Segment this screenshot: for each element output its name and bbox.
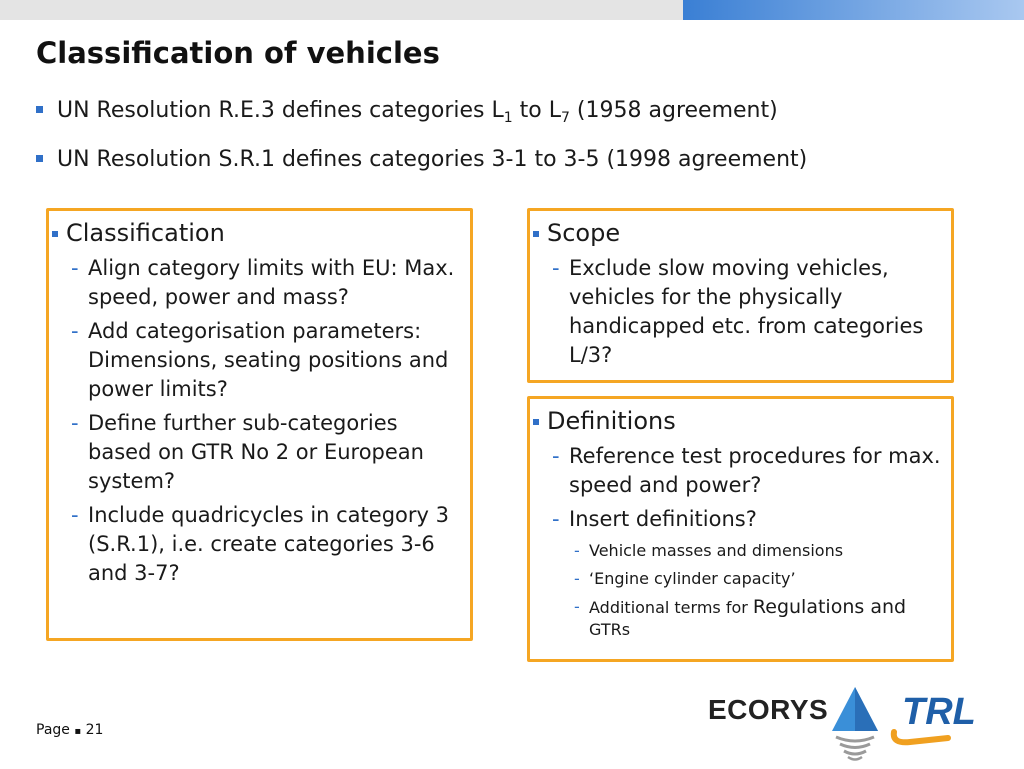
top-bar-grey — [0, 0, 683, 20]
classification-heading-text: Classification — [66, 219, 225, 247]
sub-list-item-text-large: Regulations and — [752, 596, 907, 618]
sub-list-item: - ‘Engine cylinder capacity’ — [574, 569, 796, 588]
definitions-box — [527, 396, 954, 662]
bullet-re3-text: UN Resolution R.E.3 defines categories L — [57, 98, 504, 123]
bullet-re3-mid: to L — [512, 98, 562, 123]
bullet-square-icon — [36, 155, 43, 162]
intro-bullets — [36, 96, 807, 194]
bullet-sr1 — [36, 145, 807, 175]
list-item-text: Exclude slow moving vehicles, vehicles for the physically handicapped etc. from categories L/3? — [569, 256, 924, 367]
scope-box — [527, 208, 954, 383]
bullet-re3-suffix: (1958 agreement) — [569, 98, 778, 123]
list-item: - Include quadricycles in category 3 (S.R.1), i.e. create categories 3-6 and 3-7? — [71, 503, 449, 585]
bullet-square-icon — [533, 419, 539, 425]
trl-logo-text: TRL — [902, 691, 976, 733]
classification-box — [46, 208, 473, 641]
sub-list-item-text: GTRs — [589, 620, 631, 639]
scope-heading — [530, 217, 951, 249]
sub-list-item-text: Additional terms for — [589, 598, 753, 617]
top-bar-blue — [683, 0, 1024, 20]
classification-heading — [49, 217, 470, 249]
list-item-text: Reference test procedures for max. speed and power? — [569, 444, 941, 497]
page-label: Page — [36, 722, 70, 738]
footer-separator: ▪ — [74, 726, 82, 737]
sub-list-item: - Additional terms for Regulations and GTRs — [574, 596, 907, 639]
list-item-text: Define further sub-categories based on GTR No 2 or European system? — [88, 411, 424, 493]
trl-logo-icon — [888, 688, 994, 752]
subscript-7: 7 — [561, 110, 570, 126]
list-item-text: Align category limits with EU: Max. speed, power and mass? — [88, 256, 455, 309]
bullet-sr1-text: UN Resolution S.R.1 defines categories 3-1 to 3-5 (1998 agreement) — [57, 147, 808, 172]
bullet-re3 — [36, 96, 807, 126]
sub-list-item-text: Vehicle masses and dimensions — [589, 541, 844, 560]
scope-heading-text: Scope — [547, 219, 621, 247]
list-item: - Define further sub-categories based on GTR No 2 or European system? — [71, 411, 424, 493]
definitions-heading-text: Definitions — [547, 407, 676, 435]
ecorys-logo: ECORYS — [708, 694, 829, 725]
sub-list-item: - Vehicle masses and dimensions — [574, 541, 844, 560]
list-item: - Reference test procedures for max. speed and power? — [552, 444, 941, 497]
list-item-text: Add categorisation parameters: Dimensions, seating positions and power limits? — [88, 319, 449, 401]
bullet-square-icon — [36, 106, 43, 113]
subscript-1: 1 — [503, 110, 513, 126]
definitions-heading — [530, 405, 951, 437]
list-item: - Add categorisation parameters: Dimensions, seating positions and power limits? — [71, 319, 449, 401]
sub-list-item-text: ‘Engine cylinder capacity’ — [589, 569, 796, 588]
slide-title: Classification of vehicles — [36, 36, 440, 70]
page-footer — [36, 722, 103, 738]
list-item-text: Insert definitions? — [569, 507, 757, 531]
page-number: 21 — [85, 722, 104, 738]
list-item-text: Include quadricycles in category 3 (S.R.1), i.e. create categories 3-6 and 3-7? — [88, 503, 449, 585]
list-item: - Align category limits with EU: Max. speed, power and mass? — [71, 256, 455, 309]
list-item: - Exclude slow moving vehicles, vehicles for the physically handicapped etc. from categories L/3? — [552, 256, 924, 367]
bullet-square-icon — [52, 231, 58, 237]
ecorys-triangle-logo-icon — [830, 685, 880, 769]
list-item: - Insert definitions? — [552, 507, 757, 531]
bullet-square-icon — [533, 231, 539, 237]
